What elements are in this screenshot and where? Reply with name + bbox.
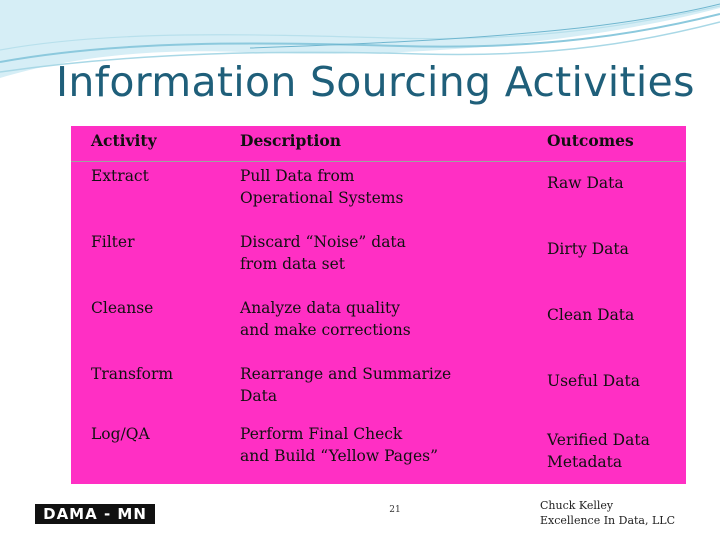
outcome-line: Verified Data <box>547 431 650 449</box>
outcome-cell: Useful Data <box>547 372 640 390</box>
column-header-activity: Activity <box>91 131 157 150</box>
author-credit <box>540 498 675 528</box>
activity-cell: Filter <box>91 233 135 251</box>
column-header-description: Description <box>240 131 342 150</box>
description-cell <box>240 165 500 209</box>
description-line: Data <box>240 387 278 405</box>
description-cell <box>240 231 500 275</box>
description-line: Pull Data from <box>240 167 355 185</box>
description-line: Operational Systems <box>240 189 404 207</box>
activity-cell: Transform <box>91 365 174 383</box>
table-divider <box>71 161 686 162</box>
page-number: 21 <box>389 505 401 515</box>
dama-mn-logo: DAMA - MN <box>35 504 155 524</box>
outcome-cell: Dirty Data <box>547 240 629 258</box>
activities-table <box>71 126 686 484</box>
outcome-cell <box>547 429 682 473</box>
page-title: Information Sourcing Activities <box>56 58 695 106</box>
outcome-line: Metadata <box>547 453 623 471</box>
activity-cell: Extract <box>91 167 149 185</box>
activity-cell: Cleanse <box>91 299 154 317</box>
credit-name: Chuck Kelley <box>540 499 614 512</box>
column-header-outcomes: Outcomes <box>547 131 634 150</box>
description-cell <box>240 363 500 407</box>
description-line: Analyze data quality <box>240 299 401 317</box>
description-line: from data set <box>240 255 346 273</box>
description-line: Rearrange and Summarize <box>240 365 452 383</box>
credit-company: Excellence In Data, LLC <box>540 514 676 527</box>
activity-cell: Log/QA <box>91 425 150 443</box>
description-line: Discard “Noise” data <box>240 233 406 251</box>
description-line: Perform Final Check <box>240 425 403 443</box>
description-cell <box>240 423 500 467</box>
outcome-cell: Clean Data <box>547 306 635 324</box>
description-cell <box>240 297 500 341</box>
description-line: and Build “Yellow Pages” <box>240 447 439 465</box>
outcome-cell: Raw Data <box>547 174 624 192</box>
description-line: and make corrections <box>240 321 411 339</box>
